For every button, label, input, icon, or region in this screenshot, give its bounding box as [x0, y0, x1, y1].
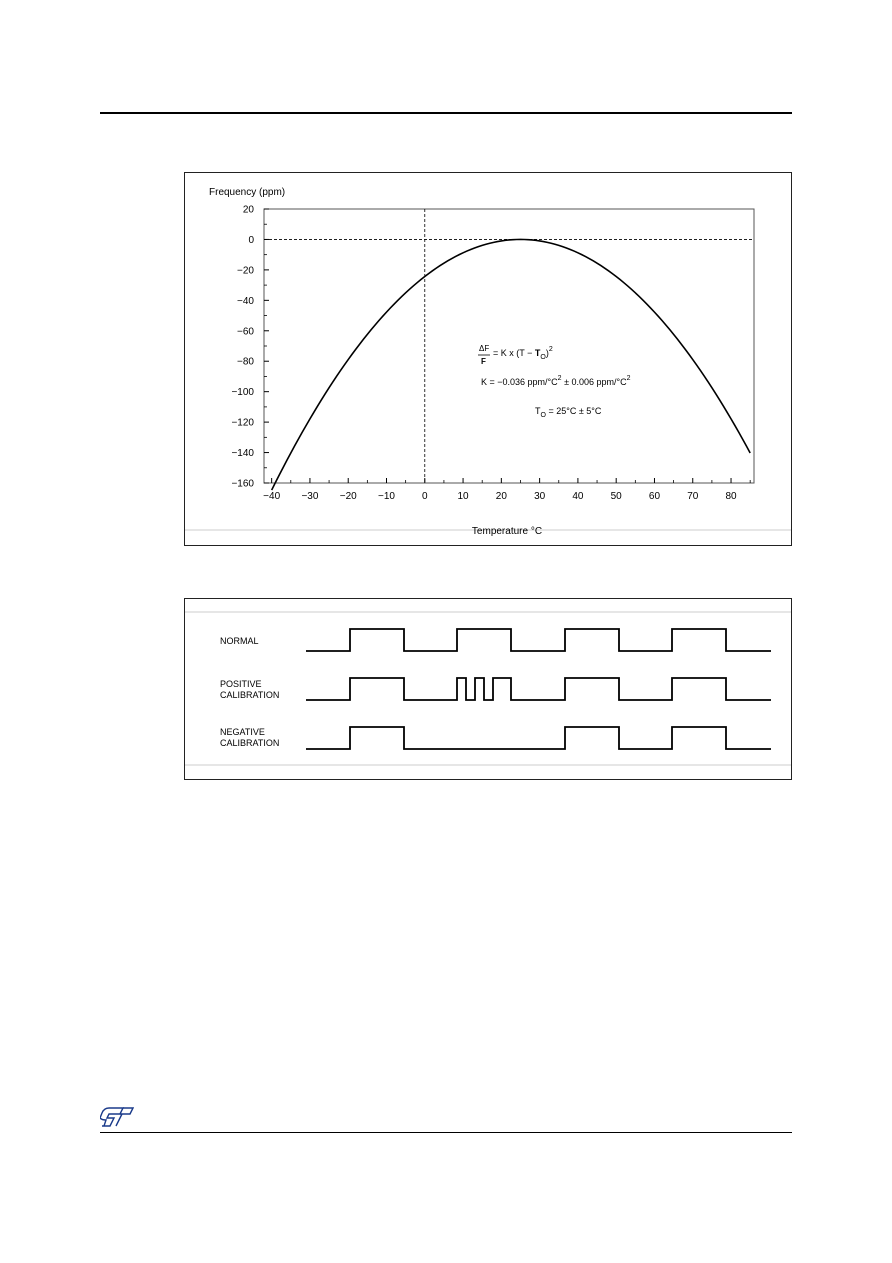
x-tick-label: 10 [457, 491, 469, 502]
t0-sub: O [540, 412, 546, 419]
waveform-label-negative-1: NEGATIVE [220, 727, 265, 737]
y-tick-label: −120 [231, 417, 254, 429]
y-tick-label: −160 [231, 478, 254, 490]
y-axis-label: Frequency (ppm) [209, 187, 286, 198]
calibration-waveform-figure [184, 598, 792, 780]
x-tick-label: −10 [378, 491, 395, 502]
k-sup-1: 2 [557, 375, 562, 382]
reference-lines [264, 209, 754, 483]
t0-main: T [535, 406, 541, 416]
x-tick-label: 30 [534, 491, 546, 502]
st-logo-icon [100, 1106, 134, 1128]
x-tick-label: 80 [725, 491, 737, 502]
x-tick-label: 40 [572, 491, 584, 502]
plot-area [264, 209, 754, 483]
y-tick-label: 20 [242, 204, 254, 216]
x-axis-ticks [263, 478, 750, 502]
y-tick-label: −60 [237, 326, 254, 338]
k-constant [481, 375, 631, 387]
equation-annotation [478, 344, 631, 419]
waveform-positive-calibration [306, 678, 771, 700]
x-tick-label: −20 [339, 491, 357, 502]
waveform-row-normal [220, 629, 771, 651]
y-axis-ticks [231, 205, 269, 490]
equation-t0-sub: O [540, 354, 546, 361]
y-tick-label: −80 [237, 356, 254, 368]
header-rule [100, 112, 792, 114]
equation-denominator: F [481, 357, 486, 366]
waveform-label-normal: NORMAL [220, 636, 259, 646]
y-tick-label: −20 [237, 265, 254, 277]
frequency-temperature-figure [184, 172, 792, 546]
y-tick-label: −40 [237, 295, 254, 307]
waveform-label-positive-2: CALIBRATION [220, 690, 280, 700]
equation-t0: T [534, 348, 541, 358]
waveform-label-negative-2: CALIBRATION [220, 738, 280, 748]
y-tick-label: −140 [231, 448, 254, 460]
calibration-waveforms [185, 599, 791, 779]
x-tick-label: 0 [422, 491, 428, 502]
x-axis-label: Temperature °C [471, 526, 543, 537]
equation-rhs-text: = K x (T − [493, 348, 535, 358]
x-tick-label: 50 [610, 491, 622, 502]
waveform-row-positive [220, 678, 771, 700]
k-mid: ± 0.006 ppm/°C [561, 377, 627, 387]
x-tick-label: 60 [648, 491, 661, 502]
waveform-row-negative [220, 727, 771, 749]
waveform-label-positive-1: POSITIVE [220, 679, 262, 689]
x-tick-label: −30 [301, 491, 319, 502]
x-tick-label: 70 [687, 491, 699, 502]
y-tick-label: −100 [231, 387, 254, 399]
equation-numerator: ΔF [479, 344, 490, 353]
y-tick-label: 0 [248, 234, 254, 246]
footer-rule [100, 1132, 792, 1133]
x-tick-label: −40 [263, 491, 281, 502]
equation-close: ) [545, 348, 549, 358]
k-sup-2: 2 [626, 375, 631, 382]
equation-rhs [493, 346, 553, 361]
frequency-curve [272, 239, 751, 490]
frequency-temperature-chart [185, 173, 791, 545]
x-tick-label: 20 [495, 491, 507, 502]
t0-rest: = 25°C ± 5°C [545, 406, 602, 416]
k-label: K = −0.036 ppm/°C [481, 377, 558, 387]
t0-value [535, 406, 602, 419]
waveform-normal [306, 629, 771, 651]
equation-sup: 2 [548, 346, 553, 353]
waveform-negative-calibration [306, 727, 771, 749]
